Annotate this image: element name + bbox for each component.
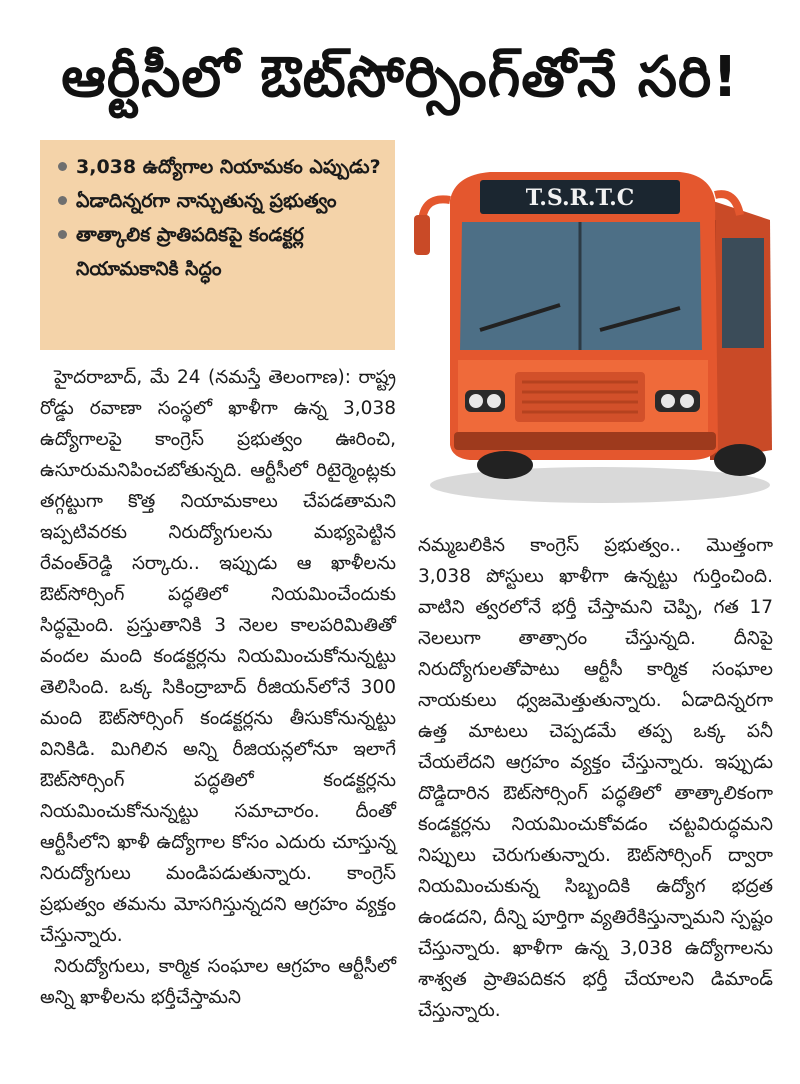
highlight-text: తాత్కాలిక ప్రాతిపదికపై కండక్టర్ల నియామకానికి సిద్ధం — [76, 224, 304, 280]
article-paragraph: నమ్మబలికిన కాంగ్రెస్ ప్రభుత్వం.. మొత్తంగా 3,038 పోస్టులు ఖాళీగా ఉన్నట్టు గుర్తించింది. వాటిని త్వరలోనే భర్తీ చేస్తామని చెప్పి, గత 17 నెలలుగా తాత్సారం చేస్తున్నది. దీనిపై నిరుద్యోగులతోపాటు ఆర్టీసీ కార్మిక సంఘాల నాయకులు ధ్వజమెత్తుతున్నారు. ఏడాదిన్నరగా ఉత్త మాటలు చెప్పడమే తప్ప ఒక్క పనీ చేయలేదని ఆగ్రహం వ్యక్తం చేస్తున్నారు. ఇప్పుడు దొడ్డిదారిన ఔట్‌సోర్సింగ్ పద్ధతిలో తాత్కాలికంగా కండక్టర్లను నియమించుకోవడం చట్టవిరుద్ధమని నిప్పులు చెరుగుతున్నారు. ఔట్‌సోర్సింగ్ ద్వారా నియమించుకున్న సిబ్బందికి ఉద్యోగ భద్రత ఉండదని, దీన్ని పూర్తిగా వ్యతిరేకిస్తున్నామని స్పష్టం చేస్తున్నారు. ఖాళీగా ఉన్న 3,038 ఉద్యోగాలను శాశ్వత ప్రాతిపదికన భర్తీ చేయాలని డిమాండ్ చేస్తున్నారు. — [418, 535, 773, 1021]
highlight-text: ఏడాదిన్నరగా నాన్చుతున్న ప్రభుత్వం — [76, 190, 337, 212]
bullet-icon — [58, 230, 67, 239]
bus-photo — [410, 160, 780, 510]
bullet-icon — [58, 196, 67, 205]
destination-board-text: T.S.R.T.C — [525, 185, 635, 211]
highlight-item — [58, 218, 381, 286]
article-paragraph: హైదరాబాద్, మే 24 (నమస్తే తెలంగాణ): రాష్ట్ర రోడ్డు రవాణా సంస్థలో ఖాళీగా ఉన్న 3,038 ఉద్యోగాలపై కాంగ్రెస్ ప్రభుత్వం ఊరించి, ఉసూరుమనిపించబోతున్నది. ఆర్టీసీలో రిటైర్మెంట్లకు తగ్గట్టుగా కొత్త నియామకాలు చేపడతామని ఇప్పటివరకు నిరుద్యోగులను మభ్యపెట్టిన రేవంత్‌రెడ్డి సర్కారు.. ఇప్పుడు ఆ ఖాళీలను ఔట్‌సోర్సింగ్ పద్ధతిలో నియమించేందుకు సిద్ధమైంది. ప్రస్తుతానికి 3 నెలల కాలపరిమితితో వందల మంది కండక్టర్లను నియమించుకోనున్నట్టు తెలిసింది. ఒక్క సికింద్రాబాద్ రీజియన్‌లోనే 300 మంది ఔట్‌సోర్సింగ్ కండక్టర్లను తీసుకోనున్నట్టు వినికిడి. మిగిలిన అన్ని రీజియన్లలోనూ ఇలాగే ఔట్‌సోర్సింగ్ పద్ధతిలో కండక్టర్లను నియమించుకోనున్నట్టు సమాచారం. దీంతో ఆర్టీసీలోని ఖాళీ ఉద్యోగాల కోసం ఎదురు చూస్తున్న నిరుద్యోగులు మండిపడుతున్నారు. కాంగ్రెస్ ప్రభుత్వం తమను మోసగిస్తున్నదని ఆగ్రహం వ్యక్తం చేస్తున్నారు. — [40, 367, 396, 946]
highlights-box — [40, 140, 395, 350]
highlight-item — [58, 184, 381, 218]
article-column-left — [40, 362, 396, 1013]
bullet-icon — [58, 162, 67, 171]
highlight-item — [58, 150, 381, 184]
article-paragraph: నిరుద్యోగులు, కార్మిక సంఘాల ఆగ్రహం ఆర్టీసీలో అన్ని ఖాళీలను భర్తీచేస్తామని — [40, 956, 396, 1008]
article-column-right — [418, 530, 773, 1026]
headline: ఆర్టీసీలో ఔట్‌సోర్సింగ్‌తోనే సరి! — [61, 45, 739, 110]
highlight-text: 3,038 ఉద్యోగాల నియామకం ఎప్పుడు? — [76, 156, 381, 178]
